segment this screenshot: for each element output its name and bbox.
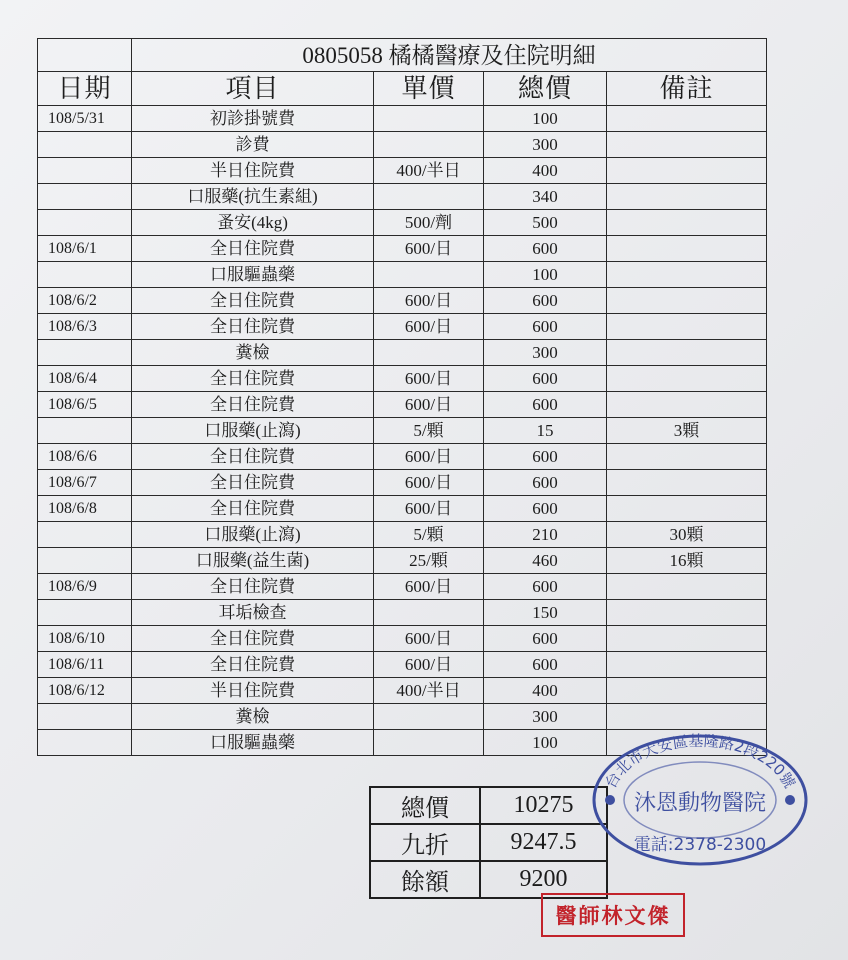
- date-cell: [38, 730, 132, 756]
- total-price-cell: 150: [484, 600, 607, 626]
- table-row: [38, 366, 767, 392]
- item-cell: 全日住院費: [132, 496, 374, 522]
- item-cell: 口服藥(止瀉): [132, 418, 374, 444]
- total-price-cell: 600: [484, 470, 607, 496]
- unit-price-cell: [374, 184, 484, 210]
- date-cell: [38, 210, 132, 236]
- summary-label: 總價: [370, 787, 480, 824]
- total-price-cell: 100: [484, 106, 607, 132]
- item-cell: 全日住院費: [132, 366, 374, 392]
- table-row: [38, 392, 767, 418]
- date-cell: [38, 262, 132, 288]
- item-cell: 口服驅蟲藥: [132, 262, 374, 288]
- unit-price-cell: 600/日: [374, 366, 484, 392]
- total-price-cell: 600: [484, 288, 607, 314]
- item-cell: 耳垢檢查: [132, 600, 374, 626]
- note-cell: [607, 678, 767, 704]
- item-cell: 全日住院費: [132, 444, 374, 470]
- table-row: [38, 132, 767, 158]
- date-cell: 108/6/4: [38, 366, 132, 392]
- title-row: [38, 39, 767, 72]
- note-cell: [607, 704, 767, 730]
- unit-price-cell: 600/日: [374, 574, 484, 600]
- header-total-price: 總價: [484, 72, 607, 106]
- item-cell: 半日住院費: [132, 678, 374, 704]
- unit-price-cell: [374, 600, 484, 626]
- unit-price-cell: 600/日: [374, 236, 484, 262]
- total-price-cell: 15: [484, 418, 607, 444]
- note-cell: [607, 574, 767, 600]
- item-cell: 全日住院費: [132, 470, 374, 496]
- unit-price-cell: [374, 132, 484, 158]
- note-cell: [607, 444, 767, 470]
- unit-price-cell: [374, 262, 484, 288]
- date-cell: [38, 132, 132, 158]
- total-price-cell: 340: [484, 184, 607, 210]
- date-cell: 108/6/7: [38, 470, 132, 496]
- summary-row: [370, 787, 607, 824]
- date-cell: 108/6/2: [38, 288, 132, 314]
- total-price-cell: 600: [484, 626, 607, 652]
- unit-price-cell: 600/日: [374, 288, 484, 314]
- item-cell: 全日住院費: [132, 626, 374, 652]
- unit-price-cell: [374, 106, 484, 132]
- total-price-cell: 300: [484, 704, 607, 730]
- total-price-cell: 600: [484, 314, 607, 340]
- item-cell: 診費: [132, 132, 374, 158]
- item-cell: 全日住院費: [132, 236, 374, 262]
- header-unit-price: 單價: [374, 72, 484, 106]
- note-cell: [607, 340, 767, 366]
- item-cell: 全日住院費: [132, 288, 374, 314]
- date-cell: 108/6/9: [38, 574, 132, 600]
- total-price-cell: 600: [484, 496, 607, 522]
- total-price-cell: 460: [484, 548, 607, 574]
- date-cell: 108/6/5: [38, 392, 132, 418]
- table-row: [38, 652, 767, 678]
- item-cell: 初診掛號費: [132, 106, 374, 132]
- summary-label: 九折: [370, 824, 480, 861]
- unit-price-cell: [374, 730, 484, 756]
- item-cell: 糞檢: [132, 340, 374, 366]
- table-row: [38, 496, 767, 522]
- note-cell: [607, 652, 767, 678]
- table-row: [38, 262, 767, 288]
- item-cell: 口服驅蟲藥: [132, 730, 374, 756]
- total-price-cell: 300: [484, 340, 607, 366]
- unit-price-cell: 600/日: [374, 444, 484, 470]
- clinic-stamp-phone: 電話:2378-2300: [633, 835, 767, 855]
- unit-price-cell: 25/顆: [374, 548, 484, 574]
- table-row: [38, 444, 767, 470]
- note-cell: 3顆: [607, 418, 767, 444]
- item-cell: 糞檢: [132, 704, 374, 730]
- doctor-stamp: 醫師林文傑: [541, 893, 685, 937]
- total-price-cell: 600: [484, 236, 607, 262]
- clinic-stamp-address: 台北市大安區基隆路2段220號: [601, 732, 799, 792]
- item-cell: 口服藥(抗生素組): [132, 184, 374, 210]
- date-cell: [38, 418, 132, 444]
- date-cell: 108/6/11: [38, 652, 132, 678]
- note-cell: [607, 314, 767, 340]
- note-cell: [607, 262, 767, 288]
- unit-price-cell: 600/日: [374, 392, 484, 418]
- summary-value: 9200: [480, 861, 607, 898]
- note-cell: [607, 106, 767, 132]
- bill-table: [37, 38, 767, 756]
- date-cell: 108/6/8: [38, 496, 132, 522]
- note-cell: [607, 600, 767, 626]
- unit-price-cell: 400/半日: [374, 678, 484, 704]
- date-cell: [38, 184, 132, 210]
- total-price-cell: 600: [484, 392, 607, 418]
- unit-price-cell: [374, 704, 484, 730]
- date-cell: [38, 522, 132, 548]
- note-cell: [607, 158, 767, 184]
- note-cell: 16顆: [607, 548, 767, 574]
- clinic-stamp-name: 沐恩動物醫院: [633, 791, 767, 816]
- total-price-cell: 500: [484, 210, 607, 236]
- item-cell: 半日住院費: [132, 158, 374, 184]
- document-title: 0805058 橘橘醫療及住院明細: [132, 39, 767, 72]
- date-cell: 108/6/1: [38, 236, 132, 262]
- note-cell: [607, 288, 767, 314]
- table-row: [38, 704, 767, 730]
- date-cell: 108/6/10: [38, 626, 132, 652]
- unit-price-cell: [374, 340, 484, 366]
- flower-icon: [605, 795, 615, 805]
- table-row: [38, 236, 767, 262]
- note-cell: [607, 236, 767, 262]
- item-cell: 全日住院費: [132, 652, 374, 678]
- note-cell: 30顆: [607, 522, 767, 548]
- header-date: 日期: [38, 72, 132, 106]
- table-row: [38, 184, 767, 210]
- total-price-cell: 600: [484, 652, 607, 678]
- table-row: [38, 600, 767, 626]
- table-row: [38, 418, 767, 444]
- item-cell: 全日住院費: [132, 314, 374, 340]
- unit-price-cell: 600/日: [374, 496, 484, 522]
- total-price-cell: 100: [484, 730, 607, 756]
- summary-label: 餘額: [370, 861, 480, 898]
- item-cell: 全日住院費: [132, 574, 374, 600]
- total-price-cell: 400: [484, 158, 607, 184]
- item-cell: 口服藥(止瀉): [132, 522, 374, 548]
- date-cell: 108/6/6: [38, 444, 132, 470]
- unit-price-cell: 5/顆: [374, 418, 484, 444]
- total-price-cell: 210: [484, 522, 607, 548]
- table-row: [38, 548, 767, 574]
- table-row: [38, 158, 767, 184]
- date-cell: [38, 158, 132, 184]
- date-cell: 108/5/31: [38, 106, 132, 132]
- note-cell: [607, 210, 767, 236]
- total-price-cell: 600: [484, 574, 607, 600]
- table-row: [38, 522, 767, 548]
- table-row: [38, 574, 767, 600]
- total-price-cell: 300: [484, 132, 607, 158]
- note-cell: [607, 184, 767, 210]
- note-cell: [607, 496, 767, 522]
- date-cell: [38, 340, 132, 366]
- date-cell: [38, 704, 132, 730]
- date-cell: [38, 548, 132, 574]
- item-cell: 全日住院費: [132, 392, 374, 418]
- header-note: 備註: [607, 72, 767, 106]
- total-price-cell: 600: [484, 444, 607, 470]
- note-cell: [607, 132, 767, 158]
- note-cell: [607, 626, 767, 652]
- clinic-stamp: [590, 732, 810, 868]
- table-row: [38, 288, 767, 314]
- summary-value: 9247.5: [480, 824, 607, 861]
- unit-price-cell: 600/日: [374, 470, 484, 496]
- table-row: [38, 340, 767, 366]
- title-blank-cell: [38, 39, 132, 72]
- item-cell: 蚤安(4kg): [132, 210, 374, 236]
- unit-price-cell: 500/劑: [374, 210, 484, 236]
- total-price-cell: 600: [484, 366, 607, 392]
- date-cell: 108/6/3: [38, 314, 132, 340]
- unit-price-cell: 400/半日: [374, 158, 484, 184]
- unit-price-cell: 5/顆: [374, 522, 484, 548]
- total-price-cell: 100: [484, 262, 607, 288]
- note-cell: [607, 392, 767, 418]
- table-row: [38, 106, 767, 132]
- table-row: [38, 678, 767, 704]
- date-cell: 108/6/12: [38, 678, 132, 704]
- table-row: [38, 470, 767, 496]
- date-cell: [38, 600, 132, 626]
- summary-row: [370, 824, 607, 861]
- item-cell: 口服藥(益生菌): [132, 548, 374, 574]
- unit-price-cell: 600/日: [374, 652, 484, 678]
- unit-price-cell: 600/日: [374, 314, 484, 340]
- summary-table: [369, 786, 608, 899]
- table-row: [38, 210, 767, 236]
- total-price-cell: 400: [484, 678, 607, 704]
- note-cell: [607, 470, 767, 496]
- header-item: 項目: [132, 72, 374, 106]
- flower-icon: [785, 795, 795, 805]
- note-cell: [607, 366, 767, 392]
- header-row: [38, 72, 767, 106]
- table-row: [38, 626, 767, 652]
- summary-value: 10275: [480, 787, 607, 824]
- unit-price-cell: 600/日: [374, 626, 484, 652]
- table-row: [38, 314, 767, 340]
